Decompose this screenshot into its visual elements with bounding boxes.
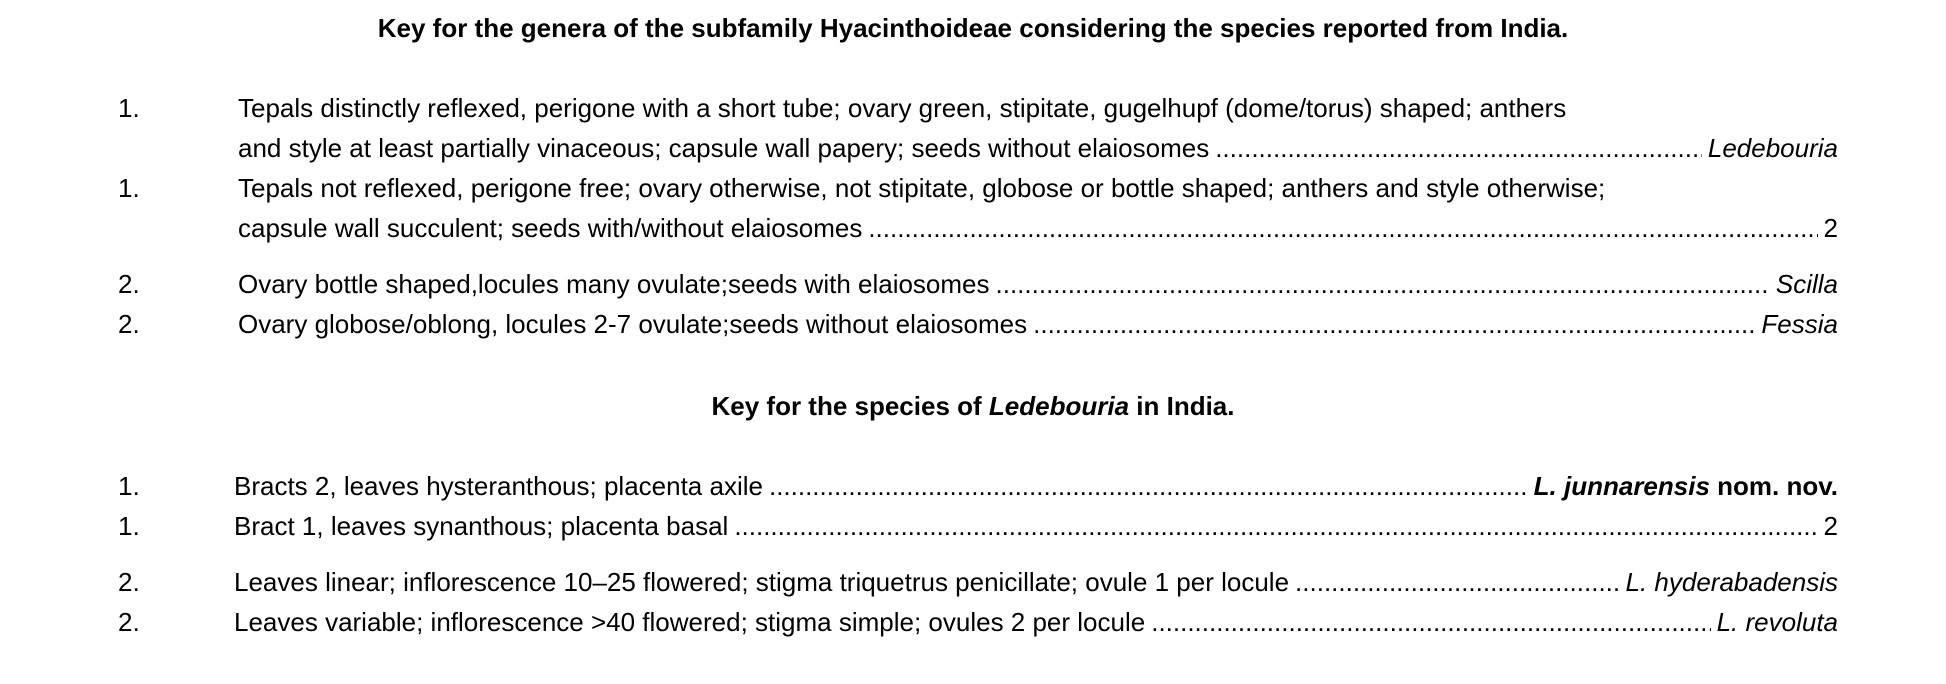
couplet-number: 2. (118, 567, 140, 597)
entry-line (234, 466, 1838, 506)
couplet-number: 1. (118, 471, 140, 501)
entry-result: Fessia (1761, 309, 1838, 339)
entry-text: Leaves linear; inflorescence 10–25 flowered; stigma triquetrus penicillate; ovule 1 per locule (234, 567, 1290, 597)
entry-line (238, 88, 1838, 128)
entry-line (238, 304, 1838, 344)
entry-line (238, 264, 1838, 304)
entry-result: 2 (1823, 511, 1838, 541)
couplet-number: 2. (118, 607, 140, 637)
key-species-title: Key for the species of Ledebouria in India. (711, 391, 1235, 421)
entry-result: Ledebouria (1707, 133, 1838, 163)
couplet-number: 2. (118, 269, 140, 299)
couplet-number: 1. (118, 173, 140, 203)
dot-leader (1033, 304, 1755, 344)
entry-line (238, 168, 1838, 208)
dot-leader (1215, 128, 1702, 168)
entry-line (234, 506, 1838, 546)
couplet-number: 1. (118, 93, 140, 123)
entry-text: Ovary globose/oblong, locules 2-7 ovulate;seeds without elaiosomes (238, 309, 1028, 339)
dot-leader (734, 506, 1817, 546)
entry-text: Bract 1, leaves synanthous; placenta basal (234, 511, 729, 541)
entry-result: L. revoluta (1716, 607, 1838, 637)
entry-result: 2 (1823, 213, 1838, 243)
dot-leader (1295, 562, 1619, 602)
entry-text: capsule wall succulent; seeds with/without elaiosomes (238, 213, 863, 243)
entry-line (234, 562, 1838, 602)
entry-result: Scilla (1775, 269, 1838, 299)
title-genus-name: Ledebouria (988, 391, 1130, 421)
entry-line (238, 128, 1838, 168)
entry-text: Bracts 2, leaves hysteranthous; placenta axile (234, 471, 763, 501)
entry-text: Tepals distinctly reflexed, perigone with a short tube; ovary green, stipitate, gugelhupf (dome/torus) shaped; anthers (238, 93, 1567, 123)
entry-line (238, 208, 1838, 248)
entry-text: and style at least partially vinaceous; capsule wall papery; seeds without elaiosomes (238, 133, 1210, 163)
couplet-number: 1. (118, 511, 140, 541)
entry-text: Ovary bottle shaped,locules many ovulate;seeds with elaiosomes (238, 269, 990, 299)
entry-text: Leaves variable; inflorescence >40 flowered; stigma simple; ovules 2 per locule (234, 607, 1146, 637)
entry-result: L. junnarensis nom. nov. (1533, 471, 1838, 501)
entry-line (234, 602, 1838, 642)
key-genera-title: Key for the genera of the subfamily Hyacinthoideae considering the species reported from India. (377, 13, 1569, 43)
couplet-number: 2. (118, 309, 140, 339)
dot-leader (769, 466, 1528, 506)
entry-text: Tepals not reflexed, perigone free; ovary otherwise, not stipitate, globose or bottle shaped; anthers and style otherwise; (238, 173, 1606, 203)
dot-leader (996, 264, 1770, 304)
dot-leader (868, 208, 1817, 248)
entry-result: L. hyderabadensis (1625, 567, 1838, 597)
dot-leader (1151, 602, 1710, 642)
